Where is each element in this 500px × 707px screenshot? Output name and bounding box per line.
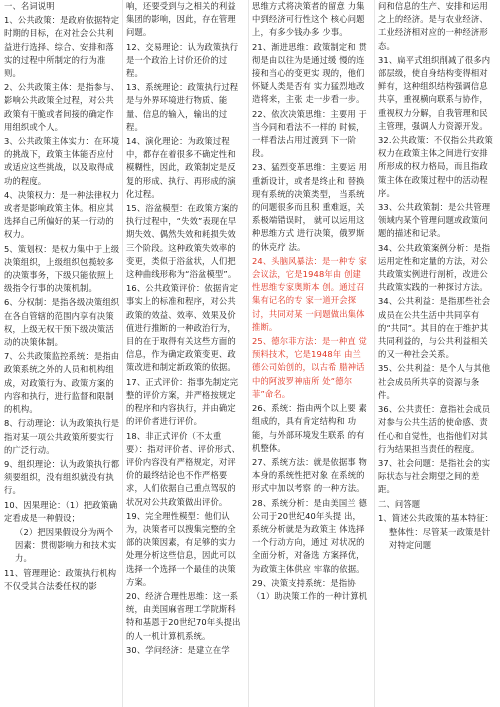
paragraph: 11、管理理论：政策执行机构不仅受其合法委任权的影 [4, 567, 117, 591]
paragraph: 问和信息的生产、安排和运用之上的经济。是与农业经济、工业经济相对应的一种经济形态。 [378, 1, 488, 51]
paragraph: 9、组织理论：认为政策执行都须要组织，没有组织就没有执行。 [4, 458, 120, 496]
paragraph: 14、演化理论：为政策过程中，都存在着很多不确定性和模糊性，因此，政策制定是反复的形成、执行、再形成的演化过程。 [126, 136, 236, 199]
paragraph: 22、依次决策思维：主要用 于当今同和看法不一样的 时候，一样看法占用过渡到 下一阶段。 [252, 108, 368, 159]
paragraph: 19、完全理性模型：他们认为，决策者可以搜集完整的全部的决策因素，有足够的实力处理分析这些信息，因此可以选择一个选择一个最佳的决策方案。 [126, 510, 236, 587]
paragraph: 6、分权制：是指各级决策组织在各自管辖的范围内享有决策权，上级无权干预下级决策活动的决策体制。 [4, 297, 120, 348]
paragraph: 17、正式评价：指事先制定完整的评价方案，并严格按规定的程序和内容执行，并由确定的评价者进行评价。 [126, 376, 239, 427]
column-divider [374, 0, 375, 707]
paragraph: 23、猛烈变革思维：主要运 用重新设计，或者是终止和 替换现有系统的决策类型， 当系统的问题很多而且积 重难返，关系极端错误时， 就可以运用这种思维方式 进行决策，俄罗斯的休克疗 法。 [252, 162, 368, 252]
paragraph: 10、因果理论：（1）把政策确定看成是一种假设； [4, 499, 118, 523]
paragraph: 36、公共责任：意指社会成员对参与公共生活的使命感、责任心和自觉性，也指他们对其行为结果担当责任的程度。 [378, 404, 491, 454]
paragraph: 34、公共政策案例分析：是指运用定性和定量的方法，对公共政策实例进行剖析，改进公共政策实践的一种探讨方法。 [378, 242, 491, 293]
paragraph: 3、公共政策主体实力：在环境的挑战下，政策主体能否应付或适应这些挑战，以及取得成功的程度。 [4, 136, 120, 186]
paragraph: 33、公共政策制：是公共管理领域内某个管理问题或政策问题的描述和记录。 [378, 202, 491, 239]
paragraph: 27、系统方法：就是依据事 物本身的系统性把对象 在系统的形式中加以考察 的一种方法。 [252, 456, 368, 494]
paragraph: 整体性：尽管某一政策是针对特定问题 [389, 526, 491, 551]
paragraph: 31、扁平式组织削减了很多内部层级，使自身结构变得相对鲜有，这种组织结构强调信息共享，重视横向联系与协作，重视权力分解，自我管理和民主管理，强调人力资源开发。 [378, 54, 491, 131]
paragraph: 18、非正式评价（不太重要）：指对评价者、评价形式、评价内容没有严格规定，对评价的最终结论也不作严格要求，人们依据自己重点驾驭的状况对公共政策做出评价。 [126, 430, 241, 507]
section-heading: 二、问答题 [378, 498, 421, 509]
paragraph: 30、学问经济：是建立在学 [126, 644, 230, 655]
paragraph: 16、公共政策评价：依据肯定事实上的标准和程序，对公共政策的效益、效率、效果及价值进行推断的一种政治行为，目的在于取得有关这些方面的信息，作为确定政策变更、政策改进和制定新政策的依据。 [126, 283, 239, 373]
paragraph: 响，还要受到与之相关的利益集团的影响，因此，存在管理问题。 [126, 1, 236, 38]
paragraph: 8、行动理论：认为政策执行是指对某一项公共政策所要实行的广泛行动。 [4, 418, 120, 455]
text-column-3 [252, 0, 368, 707]
text-column-4 [378, 0, 494, 707]
paragraph: 21、渐进思维：政策制定和 贯彻是由以往为是通过缓 慢的连接和当心的变更实 现的，他们怀疑人类是否有 实力猛烈地改造将来，主张 走一步看一步。 [252, 41, 368, 105]
paragraph: 24、头脑风暴法：是一种专 家会议法，它是1948年由 创建性思维专家奥斯本 创。通过召集有记名的专 家一道开会探讨，共同对某 一问题做出集体推断。 [252, 255, 368, 332]
paragraph: 37、社会问题：是指社会的实际状态与社会期望之间的差距。 [378, 457, 491, 495]
paragraph: 26、系统：指由两个以上要 素组成的，具有肯定结构和 功能，与外部环境发生联系 的有机整体。 [252, 403, 368, 453]
paragraph: 1、公共政策：是政府依据特定时期的目标，在对社会公共利益进行选择、综合、安排和落实的过程中所制定的行为准则。 [4, 15, 120, 79]
paragraph: 思维方式将决策者的留意 力集中到经济可行性这个 核心问题上，有多少钱办多 少事。 [252, 1, 365, 38]
paragraph: 34、公共利益：是指那些社会成员在公共生活中共同享有的“共同”。其目的在于维护其共同利益的，与公共利益相关的又一种社会关系。 [378, 296, 491, 360]
column-divider [248, 0, 249, 707]
text-column-1 [4, 0, 120, 707]
paragraph: 20、经济合理性思维：这一系统，由美国麻省理工学院斯科特和基恩于20世纪70年头提出的人一机计算机系统。 [126, 590, 241, 641]
paragraph: 4、决策权力：是一种法律权力或者是影响政策主体。相应其选择自己所偏好的某一行动的权力。 [4, 189, 120, 240]
paragraph: 25、德尔菲方法：是一种直 觉预料技术，它是1948年 由兰德公司始创的，以古希 腊神话中的阿波罗神庙所 处“德尔菲”命名。 [252, 336, 368, 399]
paragraph: 35、公共利益：是个人与其他社会成员所共享的资源与条件。 [378, 363, 491, 400]
section-heading: 一、名词说明 [4, 1, 55, 11]
paragraph: （2）把因果假设分为两个因素：贯彻影响力和技术实力。 [15, 526, 117, 564]
paragraph: 7、公共政策监控系统：是指由政策系统之外的人员和机构组成，对政策行为、政策方案的内容和执行，进行监督和限制的机构。 [4, 351, 120, 415]
paragraph: 1、简述公共政策的基本特征： [378, 512, 494, 523]
paragraph: 12、交易理论：认为政策执行是一个政治上讨价还价的过程。 [126, 41, 239, 79]
paragraph: 5、策划权：是权力集中于上级决策组织，上级组织包揽较多的决策事务，下级只能依照上级指令行事的决策机制。 [4, 243, 120, 294]
text-column-2 [126, 0, 242, 707]
column-divider [122, 0, 123, 707]
paragraph: 2、公共政策主体：是指参与、影响公共政策全过程，对公共政策有干脆或者间接的确定作用组织或个人。 [4, 82, 120, 132]
paragraph: 29、决策支持系统：是指协（1）助决策工作的一种计算机 [252, 577, 368, 601]
paragraph: 28、系统分析：是由美国兰 德公司于20世纪40年头提 出，系统分析就是为政策主 体选择一个行动方向，通过 对状况的全面分析，对备选 方案择优，为政策主体供应 牢靠的依据。 [252, 497, 368, 574]
paragraph: 32.公共政策：不仅指公共政策权力在政策主体之间进行安排所形成的权力格局，而且指政策主体在政策过程中的活动程序。 [378, 135, 494, 198]
paragraph: 15、浴盆模型：在政策方案的执行过程中，“失效”表现在早期失效、偶然失效和耗损失效三个阶段。这种政策失效率的变更，类似于浴盆状，人们把这种曲线形称为“浴盆模型”。 [126, 203, 239, 280]
paragraph: 13、系统理论：政策执行过程是与外界环境进行物质、能量、信息的输入，输出的过程。 [126, 82, 239, 132]
